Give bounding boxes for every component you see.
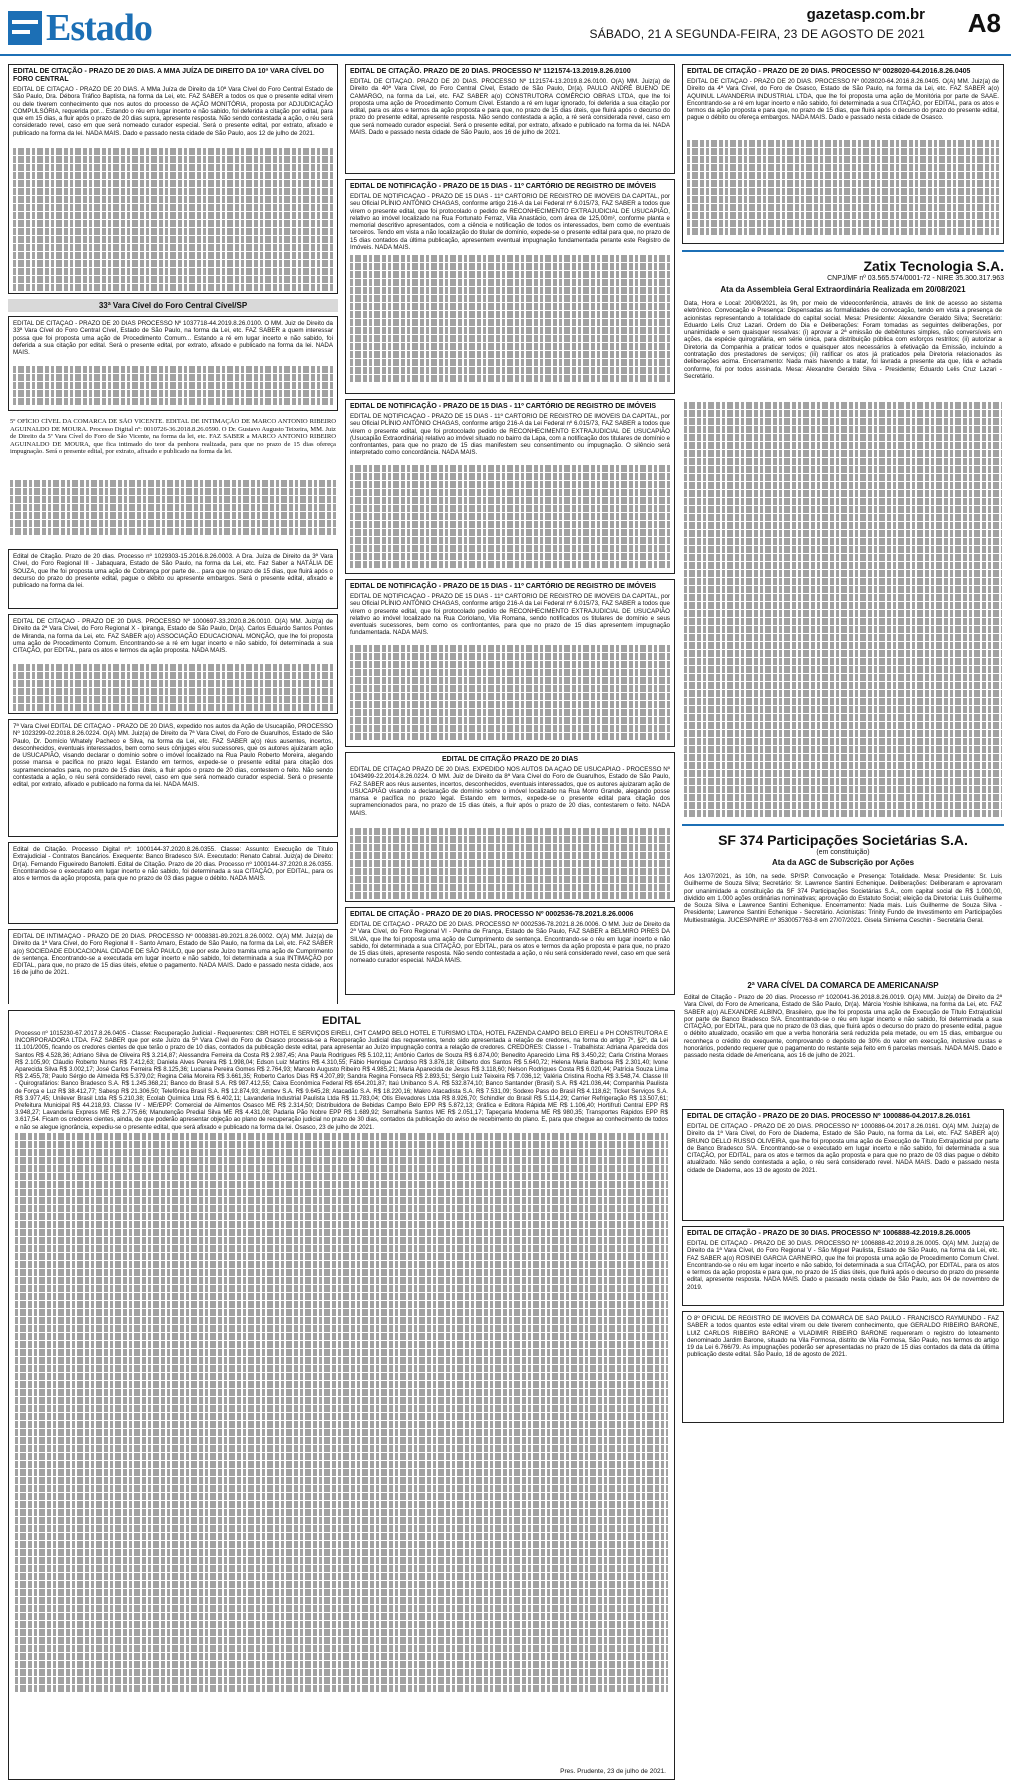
legal-notice bbox=[345, 907, 675, 995]
notice-body: EDITAL DE INTIMAÇÃO - PRAZO DE 20 DIAS. PROCESSO Nº 0008381-89.2021.8.26.0002. O(A) MM. Juiz(a) de Direito da 1ª Vara Cível, do Foro Regional II - Santo Amaro, Estado de São Paulo, na forma da Lei, etc. FAZ SABER a(o) SOCIEDADE EDUCACIONAL CIDADE DE SÃO PAULO, que por este Juízo tramita uma ação de Cumprimento de sentença. Encontrando-se a executada em lugar incerto e não sabido, foi determinada a sua INTIMAÇÃO por EDITAL, para que, no prazo de 15 dias úteis, efetue o pagamento. NADA MAIS. Dado e passado nesta cidade, aos 16 de julho de 2021. bbox=[13, 933, 333, 977]
notice-heading: EDITAL DE CITAÇÃO - PRAZO DE 20 DIAS. PROCESSO Nº 0028020-64.2016.8.26.0405 bbox=[687, 68, 971, 75]
notice-body: Edital de Citação. Processo Digital nº: 1000144-37.2020.8.26.0355. Classe: Assunto: Execução de Título Extrajudicial - Contratos Bancários. Exequente: Banco Bradesco S/A. Executado: Renato Cabral. Juiz(a) de Direito: Dr(a). Fernando Figueiredo Bartoletti. Edital de Citação. Prazo de 20 dias. Processo nº 1000144-37.2020.8.26.0355. Encontrando-se o executado em lugar incerto e não sabido, foi determinada a sua CITAÇÃO, por EDITAL, para os atos e termos da ação proposta, para que no prazo de 03 dias pague o débito. NADA MAIS. bbox=[13, 846, 333, 883]
notice-text-lines bbox=[350, 465, 670, 568]
notice-heading: EDITAL DE NOTIFICAÇÃO - PRAZO DE 15 DIAS - 11º CARTÓRIO DE REGISTRO DE IMÓVEIS bbox=[350, 403, 657, 410]
legal-notice bbox=[8, 416, 338, 544]
notice-heading: EDITAL DE CITAÇÃO. PRAZO DE 20 DIAS. PROCESSO Nº 1121574-13.2019.8.26.0100 bbox=[350, 68, 631, 75]
notice-body: Edital de Citação - Prazo de 20 dias. Processo nº 1020041-36.2018.8.26.0019. O(A) MM. Juiz(a) de Direito da 2ª Vara Cível, do Foro de Americana, Estado de São Paulo, Dr(a). Márcia Yoshie Ishikawa, na forma da Lei, etc. FAZ SABER a(o) ALEXANDRE ALBINO, Brasileiro, que lhe foi proposta uma ação de Execução de Título Extrajudicial por parte de Banco Bradesco S/A. Encontrando-se o réu em lugar incerto e não sabido, foi determinada a sua CITAÇÃO, por EDITAL, para que no prazo de 03 dias, que fluirá após o decurso do prazo do presente edital, pague o débito atualizado, ocasião em que a verba honorária será reduzida pela metade, ou em 15 dias, embargue ou reconheça o crédito do exequente, comprovando o depósito de 30% do valor em execução, inclusive custas e honorários, podendo requerer que o pagamento do restante seja feito em 6 parcelas mensais. NADA MAIS. Dado e passado nesta cidade de Americana, aos 16 de julho de 2021. bbox=[684, 994, 1002, 1060]
legal-notice bbox=[8, 929, 338, 1004]
section-divider bbox=[682, 824, 1004, 826]
company-minutes bbox=[682, 298, 1004, 818]
notice-body: EDITAL DE NOTIFICAÇÃO - PRAZO DE 15 DIAS - 11º CARTÓRIO DE REGISTRO DE IMÓVEIS DA CAPITAL, por seu Oficial PLÍNIO ANTÔNIO CHAGAS, conforme artigo 216-A da Lei Federal nº 6.015/73, FAZ SABER a todos que virem o presente edital, que foi protocolado pedido de RECONHECIMENTO EXTRAJUDICIAL DE USUCAPIÃO relativo ao imóvel localizado na Rua Coriolano, Vila Romana, sendo notificados os titulares de domínio e seus eventuais sucessores, bem como os confrontantes, para que no prazo de 15 dias apresentem impugnação fundamentada. NADA MAIS. bbox=[350, 593, 670, 637]
legal-notice bbox=[345, 399, 675, 574]
notice-heading: EDITAL DE NOTIFICAÇÃO - PRAZO DE 15 DIAS - 11º CARTÓRIO DE REGISTRO DE IMÓVEIS bbox=[350, 183, 657, 190]
company-title: SF 374 Participações Societárias S.A. bbox=[718, 832, 968, 848]
notice-body: EDITAL DE CITAÇÃO. PRAZO DE 20 DIAS. PROCESSO Nº 1121574-13.2019.8.26.0100. O(A) MM. Juiz(a) de Direito da 40ª Vara Cível, do Foro Central Cível, Estado de São Paulo, Dr(a). PAULO ANDRÉ BUENO DE CAMARGO, na forma da Lei, etc. FAZ SABER a(o) CONSTRUTORA COMÉRCIO OBRAS LTDA, que lhe foi proposta uma ação de Procedimento Comum Cível. Estando a ré em lugar ignorado, foi deferida a sua citação por edital, para os atos e termos da ação proposta e para que, no prazo de 15 dias úteis, que fluirá após o decurso do prazo do presente edital, apresente resposta. Não sendo contestada a ação, a ré será considerada revel, caso em que será nomeado curador especial. Será o presente edital, por extrato, afixado e publicado na forma da lei. NADA MAIS. Dado e passado nesta cidade de São Paulo, aos 16 de julho de 2021. bbox=[350, 78, 670, 137]
notice-body: EDITAL DE CITAÇÃO - PRAZO DE 20 DIAS. PROCESSO Nº 1000697-33.2020.8.26.0010. O(A) MM. Juiz(a) de Direito da 2ª Vara Cível, do Foro Regional X - Ipiranga, Estado de São Paulo, Dr(a). Carlos Eduardo Santos Pontes de Miranda, na forma da Lei, etc. FAZ SABER a(o) ASSOCIAÇÃO EDUCACIONAL MONÇÃO, que lhe foi proposta uma ação de Procedimento Comum. Encontrando-se a ré em lugar incerto e não sabido, foi determinada a sua CITAÇÃO, por EDITAL, para os atos e termos da ação proposta. NADA MAIS. bbox=[13, 618, 333, 655]
recovery-edital bbox=[8, 1010, 675, 1780]
company-minutes bbox=[682, 871, 1004, 976]
notice-body: O 8º OFICIAL DE REGISTRO DE IMÓVEIS DA COMARCA DE SÃO PAULO - FRANCISCO RAYMUNDO - FAZ SABER a todos quantos este edital virem ou dele tiverem conhecimento, que GERALDO RIBEIRO BARONE, LUIZ CARLOS RIBEIRO BARONE e VLADIMIR RIBEIRO BARONE requereram o registro do loteamento denominado Jardim Barone, situado na Vila Formosa, distrito de Vila Formosa, São Paulo, nos termos do artigo 19 da Lei 6.766/79. As impugnações poderão ser apresentadas no prazo de 15 dias contados da data da última publicação deste edital. São Paulo, 18 de agosto de 2021. bbox=[687, 1315, 999, 1359]
notice-heading: EDITAL DE CITAÇÃO - PRAZO DE 20 DIAS. PROCESSO Nº 1000886-04.2017.8.26.0161 bbox=[687, 1113, 971, 1120]
edital-body bbox=[15, 1030, 668, 1775]
notice-body: EDITAL DE CITAÇÃO - PRAZO DE 20 DIAS. PROCESSO Nº 0002536-78.2021.8.26.0006. O MM. Juiz de Direito da 2ª Vara Cível, do Foro Regional VI - Penha de França, Estado de São Paulo, FAZ SABER a BELMIRO PIRES DA SILVA, que lhe foi proposta uma ação de Cumprimento de sentença. Encontrando-se o réu em lugar incerto e não sabido, foi determinada a sua CITAÇÃO, por EDITAL, para os atos e termos da ação proposta e para que, no prazo de 15 dias úteis, apresente resposta. Não sendo contestada a ação, o réu será considerado revel, caso em que será nomeado curador especial. NADA MAIS. bbox=[350, 921, 670, 965]
page-header bbox=[0, 0, 1011, 56]
notice-body: 7ª Vara Cível EDITAL DE CITAÇÃO - PRAZO DE 20 DIAS, expedido nos autos da Ação de Usucapião, PROCESSO Nº 1023299-02.2018.8.26.0224. O(A) MM. Juiz(a) de Direito da 7ª Vara Cível, do Foro de Guarulhos, Estado de São Paulo, Dr. Domício Whately Pacheco e Silva, na forma da Lei, etc. FAZ SABER a(o) réus ausentes, incertos, desconhecidos, eventuais interessados, bem como seus cônjuges e/ou sucessores, que os autores ajuizaram ação de USUCAPIÃO, visando declarar o domínio sobre o imóvel localizado na Rua Paulo Roberto Moreira, alegando posse mansa e pacífica no prazo legal. Estando em termos, expede-se o presente edital para citação dos supramencionados para, no prazo de 15 dias úteis, a fluir após o prazo de 20 dias, contestem o feito. Não sendo contestada a ação, o réu será considerado revel, caso em que será nomeado curador especial. Será o presente edital, por extrato, afixado e publicado na forma da lei. NADA MAIS. bbox=[13, 723, 333, 789]
minutes-body: Aos 13/07/2021, às 10h, na sede. SP/SP. Convocação e Presença: Totalidade. Mesa: Presidente: Sr. Luis Guilherme de Souza Silva; Secretário: Sr. Lawrence Santini Echenique. Deliberações: Deliberaram e aprovaram por unanimidade a constituição da SF 374 Participações Societárias S.A., com capital social de R$ 1.000,00, dividido em 1.000 ações ordinárias nominativas; aprovação do Estatuto Social; eleição da Diretoria: Luis Guilherme de Souza Silva e Lawrence Santini Echenique. Encerramento: Nada mais. Luis Guilherme de Souza Silva - Presidente; Lawrence Santini Echenique - Secretário. Acionistas: Trinity Fundo de Investimento em Participações Multiestratégia. JUCESP/NIRE nº 3530057763-8 em 27/07/2021. Gisela Simiema Ceschin - Secretária Geral. bbox=[684, 873, 1002, 924]
legal-notice bbox=[682, 1311, 1004, 1423]
notice-body: EDITAL DE NOTIFICAÇÃO - PRAZO DE 15 DIAS - 11º CARTÓRIO DE REGISTRO DE IMÓVEIS DA CAPITAL, por seu Oficial PLÍNIO ANTÔNIO CHAGAS, conforme artigo 216-A da Lei Federal nº 6.015/73, FAZ SABER a todos que virem o presente edital, que foi protocolado pedido de RECONHECIMENTO EXTRAJUDICIAL DE USUCAPIÃO (Usucapião Extraordinária) relativo ao imóvel situado no bairro da Lapa, com a notificação dos titulares de domínio e confrontantes, para que no prazo de 15 dias manifestem seu consentimento ou impugnação. O silêncio será interpretado como concordância. NADA MAIS. bbox=[350, 413, 670, 457]
minutes-title: Ata da Assembleia Geral Extraordinária Realizada em 20/08/2021 bbox=[720, 285, 966, 294]
page-number: A8 bbox=[967, 8, 1001, 38]
legal-notice bbox=[345, 579, 675, 747]
notice-body: EDITAL DE CITAÇÃO - PRAZO DE 20 DIAS. PROCESSO Nº 1000886-04.2017.8.26.0161. O(A) MM. Juiz(a) de Direito da 1ª Vara Cível, do Foro de Diadema, Estado de São Paulo, na forma da Lei, etc. FAZ SABER a(o) BRUNO DELLO RUSSO OLIVEIRA, que lhe foi proposta uma ação de Execução de Título Extrajudicial por parte de Banco Bradesco S/A. Encontrando-se o executado em lugar incerto e não sabido, foi determinada a sua CITAÇÃO, por EDITAL, para os atos e termos da ação proposta e para que no prazo de 03 dias pague o débito atualizado. Não sendo contestada a ação, o réu será considerado revel. NADA MAIS. Dado e passado nesta cidade de Diadema, aos 13 de agosto de 2021. bbox=[687, 1123, 999, 1174]
legal-notice bbox=[8, 614, 338, 714]
legal-notice bbox=[8, 64, 338, 294]
edital-title: EDITAL bbox=[322, 1015, 361, 1027]
company-registration: CNPJ/MF nº 03.565.574/0001-72 - NIRE 35.300.317.963 bbox=[827, 275, 1004, 282]
notice-body: EDITAL DE CITAÇÃO - PRAZO DE 20 DIAS. A MMa Juíza de Direito da 10ª Vara Cível do Foro Central Estado de São Paulo, Dra. Débora Tráfico Baptista, na forma da Lei, etc. FAZ SABER a todos os que o presente edital virem ou dele tiverem conhecimento que nos autos do processo de AÇÃO MONITÓRIA, proposta por ADJUDICAÇÃO COMPULSÓRIA, requerida por... Estando o réu em lugar incerto e não sabido, foi deferida a citação por edital, para que em 15 dias, a fluir após o prazo de 20 dias supra, apresente resposta. Não sendo contestada a ação, o réu será considerado revel, caso em que será nomeado curador especial. Será o presente edital, por extrato, afixado e publicado na forma da lei. NADA MAIS. Dado e passado nesta cidade de São Paulo, aos 12 de julho de 2021. bbox=[13, 86, 333, 137]
notice-heading: EDITAL DE CITAÇÃO PRAZO DE 20 DIAS bbox=[441, 756, 579, 763]
edital-signature: Pres. Prudente, 23 de julho de 2021. bbox=[560, 1768, 666, 1775]
notice-body: EDITAL DE CITAÇÃO - PRAZO DE 20 DIAS PROCESSO Nº 1037718-44.2019.8.26.0100. O MM. Juiz de Direito da 33ª Vara Cível do Foro Central Cível, Estado de São Paulo, na forma da Lei, etc. FAZ SABER a quem interessar possa que foi proposta uma ação de Procedimento Comum... Estando a ré em lugar incerto e não sabido, foi deferida a sua citação por edital. Será o presente edital, por extrato, afixado e publicado na forma da lei. NADA MAIS. bbox=[13, 320, 333, 357]
legal-notice bbox=[8, 316, 338, 411]
notice-text-lines bbox=[350, 645, 670, 740]
court-heading: 2ª VARA CÍVEL DA COMARCA DE AMERICANA/SP bbox=[747, 981, 939, 990]
newspaper-logo[interactable] bbox=[8, 8, 152, 48]
notice-text-lines bbox=[13, 664, 333, 711]
section-band: 33ª Vara Cível do Foro Central Cível/SP bbox=[8, 299, 338, 312]
notice-text-lines bbox=[350, 255, 670, 382]
minutes-text-lines bbox=[684, 402, 1002, 817]
logo-text: Estado bbox=[46, 7, 152, 49]
edital-text-lines bbox=[15, 1133, 668, 1692]
notice-heading: EDITAL DE NOTIFICAÇÃO - PRAZO DE 15 DIAS - 11º CARTÓRIO DE REGISTRO DE IMÓVEIS bbox=[350, 583, 657, 590]
company-status: (em constituição) bbox=[816, 849, 870, 856]
site-url[interactable]: gazetasp.com.br bbox=[806, 6, 925, 23]
legal-notice bbox=[682, 64, 1004, 244]
section-divider bbox=[682, 250, 1004, 252]
notice-body: EDITAL DE CITAÇÃO - PRAZO DE 20 DIAS. PROCESSO Nº 0028020-64.2016.8.26.0405. O(A) MM. Juiz(a) de Direito da 4ª Vara Cível, do Foro de Osasco, Estado de São Paulo, na forma da Lei, etc. FAZ SABER a(o) AQUINUL LAVANDERIA INDUSTRIAL LTDA, que lhe foi proposta uma ação de Monitória por parte de SAAE. Encontrando-se a ré em lugar incerto e não sabido, foi determinada a sua CITAÇÃO, por EDITAL, para os atos e termos da ação proposta e para que, no prazo de 15 dias, que fluirá após o decurso do prazo do presente edital, pague o débito ou ofereça embargos. NADA MAIS. Dado e passado nesta cidade de Osasco. bbox=[687, 78, 999, 122]
left-column bbox=[8, 64, 338, 1004]
right-column bbox=[682, 64, 1004, 1786]
dateline: SÁBADO, 21 A SEGUNDA-FEIRA, 23 DE AGOSTO DE 2021 bbox=[589, 27, 925, 41]
notice-body: EDITAL DE CITAÇÃO - PRAZO DE 30 DIAS. PROCESSO Nº 1006888-42.2019.8.26.0005. O(A) MM. Juiz(a) de Direito da 1ª Vara Cível, do Foro Regional V - São Miguel Paulista, Estado de São Paulo, na forma da Lei, etc. FAZ SABER a(o) ROSINEI GARCIA CARNEIRO, que lhe foi proposta uma ação de Procedimento Comum Cível. Encontrando-se o réu em lugar incerto e não sabido, foi determinada a sua CITAÇÃO, por EDITAL, para os atos e termos da ação proposta e para que, no prazo de 15 dias úteis, que fluirá após o decurso do prazo do presente edital, apresente resposta. NADA MAIS. Dado e passado nesta cidade de São Paulo, aos 04 de novembro de 2019. bbox=[687, 1240, 999, 1291]
legal-notice bbox=[345, 752, 675, 902]
edital-text: Processo nº 1015230-67.2017.8.26.0405 - Classe: Recuperação Judicial - Requerentes: CBR HOTEL E SERVIÇOS EIRELI, CHT CAMPO BELO HOTEL E TURISMO LTDA, HOTEL FAZENDA CAMPO BELO EIRELI e PH CONSTRUTORA E INCORPORADORA LTDA. FAZ SABER que por este Juízo da 5ª Vara Cível do Foro de Osasco processa-se a Recuperação Judicial das requerentes, tendo sido apresentada a relação de credores, na forma do artigo 7º, §2º, da Lei 11.101/2005, ficando os credores cientes de que terão o prazo de 10 dias, contados da publicação deste edital, para apresentar ao Juízo impugnação contra a relação de credores. CREDORES: Classe I - Trabalhista: Adriana Aparecida dos Santos R$ 4.528,36; Adriano Silva de Oliveira R$ 3.214,87; Alessandra Ferreira da Costa R$ 2.987,45; Ana Paula Rodrigues R$ 5.102,11; Antônio Carlos de Souza R$ 6.874,00; Benedito Aparecido Lima R$ 3.450,22; Carla Cristina Moraes R$ 2.105,90; Cláudio Roberto Nunes R$ 7.412,63; Daniela Alves Pereira R$ 1.998,04; Edson Luiz Martins R$ 4.310,55; Fábio Henrique Cardoso R$ 3.876,18; Gilberto dos Santos R$ 5.640,72; Helena Maria Barbosa R$ 2.301,40; Ivone Aparecida Silva R$ 3.002,17; José Carlos Ferreira R$ 8.125,36; Luciana Pereira Gomes R$ 2.764,93; Marcelo Augusto Ribeiro R$ 4.985,21; Maria Aparecida de Jesus R$ 3.118,60; Nelson Rodrigues Costa R$ 6.020,44; Patrícia Souza Lima R$ 2.455,78; Paulo Sérgio de Almeida R$ 5.379,02; Regina Célia Moreira R$ 3.661,35; Roberto Carlos Dias R$ 4.207,89; Sandra Regina Fonseca R$ 2.893,51; Sérgio Luiz Teixeira R$ 7.036,12; Valéria Cristina Rocha R$ 3.548,74. Classe III - Quirografários: Banco Bradesco S.A. R$ 1.245.368,21; Banco do Brasil S.A. R$ 987.412,55; Caixa Econômica Federal R$ 654.201,87; Itaú Unibanco S.A. R$ 532.874,10; Banco Santander (Brasil) S.A. R$ 421.036,44; Companhia Paulista de Força e Luz R$ 38.412,77; Sabesp R$ 21.306,50; Telefônica Brasil S.A. R$ 12.874,93; Ambev S.A. R$ 9.645,28; Atacadão S.A. R$ 18.220,16; Makro Atacadista S.A. R$ 7.531,09; Sodexo Pass do Brasil R$ 4.118,62; Ticket Serviços S.A. R$ 3.977,45; Unilever Brasil Ltda R$ 5.210,38; Ecolab Química Ltda R$ 6.402,11; Lavanderia Industrial Paulista Ltda R$ 11.783,04; Otis Elevadores Ltda R$ 8.926,70; Schindler do Brasil R$ 5.114,29; Carrier Refrigeração R$ 13.507,61; Prefeitura Municipal R$ 44.218,93. Classe IV - ME/EPP: Comercial de Alimentos Osasco ME R$ 2.314,50; Distribuidora de Bebidas Campo Belo EPP R$ 5.872,13; Gráfica e Editora Rápida ME R$ 1.106,40; Hortifruti Central EPP R$ 3.948,27; Lavanderia Express ME R$ 2.775,66; Manutenção Predial Silva ME R$ 4.431,08; Padaria Pão Nobre EPP R$ 1.689,92; Serralheria Santos ME R$ 2.051,17; Tapeçaria Moderna ME R$ 980,35; Transportes Rápidos EPP R$ 3.617,54. Ficam os credores cientes, ainda, de que poderão apresentar objeção ao plano de recuperação judicial no prazo de 30 dias, contados da publicação do aviso de recebimento do plano. E, para que chegue ao conhecimento de todos e não se alegue ignorância, expediu-se o presente edital, que será afixado e publicado na forma da lei. Osasco, 23 de julho de 2021. bbox=[15, 1030, 668, 1131]
notice-heading: EDITAL DE CITAÇÃO - PRAZO DE 20 DIAS. PROCESSO Nº 0002536-78.2021.8.26.0006 bbox=[350, 911, 634, 918]
legal-notice bbox=[345, 64, 675, 174]
legal-notice bbox=[682, 1226, 1004, 1306]
notice-text-lines bbox=[13, 366, 333, 405]
notice-body: EDITAL DE CITAÇÃO PRAZO DE 20 DIAS. EXPEDIDO NOS AUTOS DA AÇÃO DE USUCAPIÃO - PROCESSO Nº 1043499-22.2014.8.26.0224. O MM. Juiz de Direito da 8ª Vara Cível do Foro de Guarulhos, Estado de São Paulo, FAZ SABER aos réus ausentes, incertos, desconhecidos, eventuais interessados, que os autores ajuizaram ação de USUCAPIÃO visando a declaração de domínio sobre o imóvel localizado na Rua Morro Grande, alegando posse mansa e pacífica no prazo legal. Estando em termos, expede-se o presente edital para citação dos supramencionados para, no prazo de 15 dias úteis, a fluir após o prazo de 20 dias, contestarem o feito. NADA MAIS. bbox=[350, 766, 670, 817]
notice-body: 5º OFÍCIO CÍVEL DA COMARCA DE SÃO VICENTE. EDITAL DE INTIMAÇÃO DE MARCO ANTONIO RIBEIRO AGUINALDO DE MOURA. Processo Digital nº: 0010726-36.2018.8.26.0590. O Dr. Gustavo Augusto Teixeira, MM. Juiz de Direito da 5ª Vara Cível do Foro de São Vicente, na forma da lei, etc. FAZ SABER a MARCO ANTONIO RIBEIRO AGUINALDO DE MOURA, que fica intimado do teor da penhora realizada, para que no prazo de 15 dias ofereça impugnação. Será o presente edital, por extrato, afixado e publicado na forma da lei. bbox=[10, 418, 336, 456]
legal-notice bbox=[682, 992, 1004, 1104]
notice-heading: EDITAL DE CITAÇÃO - PRAZO DE 30 DIAS. PROCESSO Nº 1006888-42.2019.8.26.0005 bbox=[687, 1230, 971, 1237]
minutes-title: Ata da AGC de Subscrição por Ações bbox=[771, 858, 915, 867]
notice-body: Edital de Citação. Prazo de 20 dias. Processo nº 1029303-15.2016.8.26.0003. A Dra. Juíza de Direito da 3ª Vara Cível, do Foro Regional III - Jabaquara, Estado de São Paulo, na forma da Lei, etc. Faz Saber a NATÁLIA DE SOUZA, que lhe foi proposta uma ação de Cobrança por parte de... para que no prazo de 15 dias, que fluirá após o decurso do prazo do presente edital, pague o débito ou apresente embargos. Será o presente edital, afixado e publicado na forma da lei. bbox=[13, 553, 333, 590]
legal-notice bbox=[8, 719, 338, 837]
notice-text-lines bbox=[13, 148, 333, 291]
minutes-body: Data, Hora e Local: 20/08/2021, às 9h, por meio de videoconferência, através de link de acesso ao sistema eletrônico. Convocação e Presença: Dispensadas as formalidades de convocação, tendo em vista a presença de acionistas representando a totalidade do capital social. Mesa: Presidente: Alexandre Geraldo Silva; Secretário: Eduardo Lelis Cruz Lazari. Ordem do Dia e Deliberações: Foram tomadas as seguintes deliberações, por unanimidade e sem quaisquer ressalvas: (i) aprovar a 2ª emissão de debêntures simples, não conversíveis em ações, da espécie quirografária, em série única, para distribuição pública com esforços restritos; (ii) autorizar a Diretoria da Companhia a praticar todos e quaisquer atos necessários à efetivação da Emissão, incluindo a contratação dos prestadores de serviços; (iii) ratificar os atos já praticados pela Diretoria relacionados às deliberações acima. Encerramento: Nada mais havendo a tratar, foi lavrada a presente ata que, lida e achada conforme, foi por todos assinada. Mesa: Alexandre Geraldo Silva - Presidente; Eduardo Lelis Cruz Lazari - Secretário. bbox=[684, 300, 1002, 380]
legal-notice bbox=[8, 842, 338, 924]
middle-column bbox=[345, 64, 675, 1004]
company-title: Zatix Tecnologia S.A. bbox=[863, 258, 1004, 274]
notice-heading: EDITAL DE CITAÇÃO - PRAZO DE 20 DIAS. A MMA JUÍZA DE DIREITO DA 10ª VARA CÍVEL DO FORO CENTRAL bbox=[13, 68, 325, 83]
notice-text-lines bbox=[350, 828, 670, 899]
legal-notice bbox=[682, 1109, 1004, 1221]
estado-logo-icon bbox=[8, 11, 42, 45]
legal-notice bbox=[8, 549, 338, 609]
notice-text-lines bbox=[10, 480, 336, 535]
notice-text-lines bbox=[687, 140, 999, 235]
notice-body: EDITAL DE NOTIFICAÇÃO - PRAZO DE 15 DIAS - 11º CARTÓRIO DE REGISTRO DE IMÓVEIS DA CAPITAL, por seu Oficial PLÍNIO ANTÔNIO CHAGAS, conforme artigo 216-A da Lei Federal nº 6.015/73, FAZ SABER a todos que virem o presente edital, que foi protocolado o pedido de RECONHECIMENTO EXTRAJUDICIAL DE USUCAPIÃO, relativo ao imóvel localizado na Rua Fortunato Ferraz, Vila Anastácio, com área de 125,00m², conforme planta e memorial descritivo apresentados, com a ciência e notificação de todos os interessados, bem como de eventuais terceiros. Tendo em vista a não localização do titular de domínio, expede-se o presente edital para que, no prazo de 15 dias contados da última publicação, apresentem eventual impugnação fundamentada perante este Registro de Imóveis. NADA MAIS. bbox=[350, 193, 670, 252]
legal-notice bbox=[345, 179, 675, 394]
